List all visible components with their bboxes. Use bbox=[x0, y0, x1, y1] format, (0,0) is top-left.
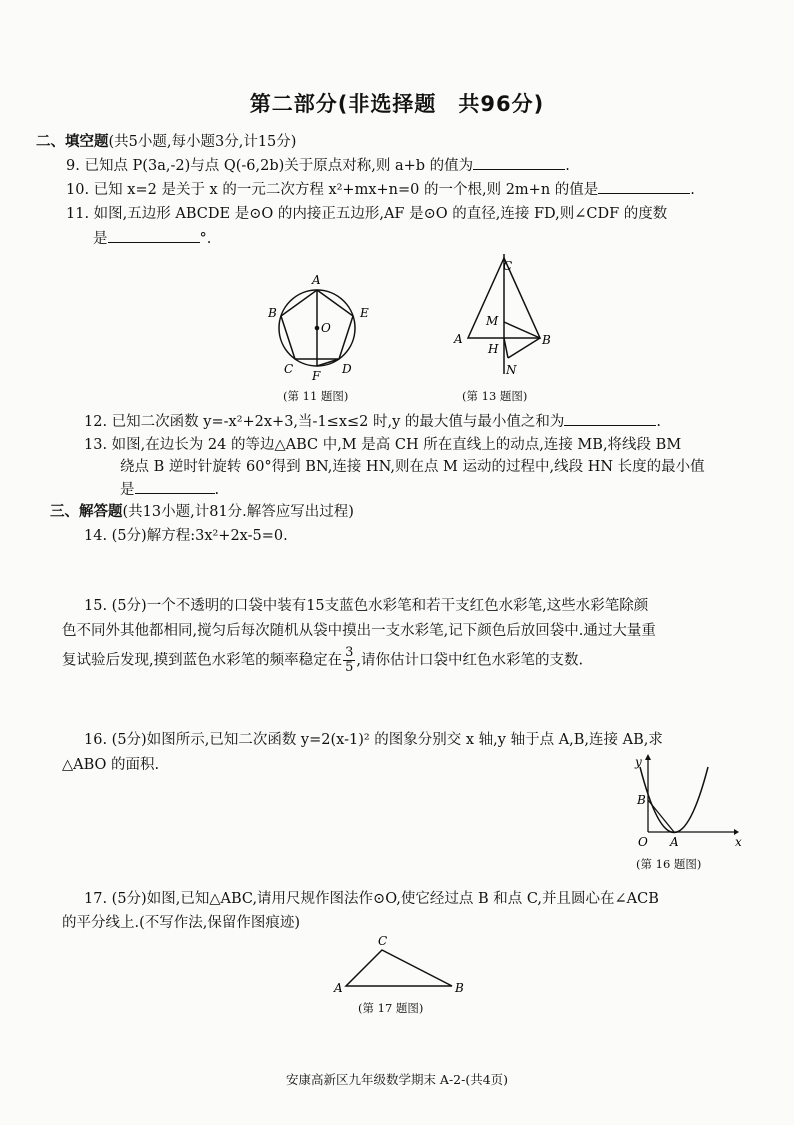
question-12-text: 12. 已知二次函数 y=-x²+2x+3,当-1≤x≤2 时,y 的最大值与最小值之和为 bbox=[84, 414, 565, 430]
figure-16 bbox=[626, 752, 741, 852]
fig11-label-C: C bbox=[284, 362, 294, 376]
question-17-line2: 的平分线上.(不写作法,保留作图痕迹) bbox=[62, 915, 301, 931]
question-13-end: . bbox=[214, 482, 220, 498]
fig11-label-F: F bbox=[312, 369, 321, 383]
question-15-line3 bbox=[62, 646, 583, 675]
question-10-end: . bbox=[690, 182, 695, 198]
section-3-header bbox=[50, 502, 354, 522]
fig16-label-A: A bbox=[670, 835, 679, 849]
fraction-denominator: 5 bbox=[345, 660, 354, 675]
section-2-note: (共5小题,每小题3分,计15分) bbox=[108, 134, 297, 150]
fig16-caption: (第 16 题图) bbox=[636, 857, 702, 871]
question-15-line2: 色不同外其他都相同,搅匀后每次随机从袋中摸出一支水彩笔,记下颜色后放回袋中.通过大量重 bbox=[62, 623, 656, 639]
question-16-line2: △ABO 的面积. bbox=[62, 757, 160, 773]
fig11-label-E: E bbox=[360, 306, 369, 320]
question-9-end: . bbox=[565, 158, 570, 174]
answer-blank-12[interactable] bbox=[564, 411, 656, 426]
fig17-triangle bbox=[346, 950, 452, 986]
question-13-line1: 13. 如图,在边长为 24 的等边△ABC 中,M 是高 CH 所在直线上的动点,连接 MB,将线段 BM bbox=[84, 437, 682, 453]
fig13-label-B: B bbox=[542, 333, 551, 347]
question-11-end: °. bbox=[199, 231, 212, 247]
answer-blank-9[interactable] bbox=[473, 155, 565, 170]
fraction-numerator: 3 bbox=[345, 645, 354, 660]
fig13-segment-BN bbox=[508, 338, 540, 358]
fig11-label-B: B bbox=[268, 306, 277, 320]
figure-11 bbox=[262, 270, 382, 398]
fig16-parabola bbox=[640, 767, 708, 833]
fig17-caption: (第 17 题图) bbox=[358, 1001, 424, 1015]
question-11-line2 bbox=[93, 228, 211, 249]
fig13-label-N: N bbox=[506, 363, 517, 377]
question-13-line3 bbox=[120, 479, 219, 500]
question-15-end: ,请你估计口袋中红色水彩笔的支数. bbox=[356, 652, 584, 669]
page-title: 第二部分(非选择题 共96分) bbox=[249, 92, 545, 116]
fig11-label-O: O bbox=[321, 321, 331, 335]
answer-blank-10[interactable] bbox=[598, 179, 690, 194]
fig11-label-D: D bbox=[342, 362, 352, 376]
fig13-label-M: M bbox=[486, 314, 499, 328]
fig17-label-C: C bbox=[378, 934, 388, 948]
answer-blank-11[interactable] bbox=[108, 228, 200, 243]
question-10 bbox=[66, 179, 695, 200]
fig13-label-H: H bbox=[488, 342, 499, 356]
fig11-caption: (第 11 题图) bbox=[283, 389, 349, 403]
fig16-label-B: B bbox=[637, 793, 646, 807]
fig13-label-C: C bbox=[503, 259, 513, 273]
section-2-header bbox=[36, 132, 296, 152]
fig11-center-dot bbox=[315, 326, 320, 331]
question-11-text: 是 bbox=[93, 231, 108, 247]
answer-blank-13[interactable] bbox=[135, 479, 215, 494]
fig16-segment-AB bbox=[648, 800, 674, 832]
question-10-text: 10. 已知 x=2 是关于 x 的一元二次方程 x²+mx+n=0 的一个根,则 2m+n 的值是 bbox=[66, 182, 599, 198]
question-15-text: 复试验后发现,摸到蓝色水彩笔的频率稳定在 bbox=[62, 652, 343, 669]
figure-17 bbox=[330, 930, 470, 996]
question-16-line1: 16. (5分)如图所示,已知二次函数 y=2(x-1)² 的图象分别交 x 轴,y 轴于点 A,B,连接 AB,求 bbox=[84, 732, 663, 748]
section-2-heading: 二、填空题 bbox=[36, 133, 109, 150]
question-12 bbox=[84, 411, 661, 432]
section-3-heading: 三、解答题 bbox=[50, 503, 123, 520]
fig16-label-O: O bbox=[638, 835, 648, 849]
fraction-3-5 bbox=[343, 646, 355, 675]
fig16-y-arrow-icon bbox=[645, 754, 651, 760]
fig11-label-A: A bbox=[312, 273, 321, 287]
question-9 bbox=[66, 155, 570, 176]
fig16-label-y: y bbox=[635, 755, 642, 769]
question-9-text: 9. 已知点 P(3a,-2)与点 Q(-6,2b)关于原点对称,则 a+b 的值为 bbox=[66, 158, 474, 174]
fig16-label-x: x bbox=[735, 835, 742, 849]
question-13-line2: 绕点 B 逆时针旋转 60°得到 BN,连接 HN,则在点 M 运动的过程中,线段 HN 长度的最小值 bbox=[120, 459, 705, 475]
fig17-label-A: A bbox=[334, 981, 343, 995]
fig13-caption: (第 13 题图) bbox=[462, 389, 528, 403]
section-3-note: (共13小题,计81分.解答应写出过程) bbox=[122, 504, 354, 520]
fig17-label-B: B bbox=[455, 981, 464, 995]
figure-13 bbox=[446, 250, 566, 384]
question-11-line1: 11. 如图,五边形 ABCDE 是⊙O 的内接正五边形,AF 是⊙O 的直径,连接 FD,则∠CDF 的度数 bbox=[66, 206, 668, 222]
fig13-label-A: A bbox=[454, 332, 463, 346]
question-12-end: . bbox=[656, 414, 661, 430]
question-17-line1: 17. (5分)如图,已知△ABC,请用尺规作图法作⊙O,使它经过点 B 和点 C,并且圆心在∠ACB bbox=[84, 891, 659, 907]
page-footer: 安康高新区九年级数学期末 A-2-(共4页) bbox=[285, 1072, 509, 1087]
question-15-line1: 15. (5分)一个不透明的口袋中装有15支蓝色水彩笔和若干支红色水彩笔,这些水彩笔除颜 bbox=[84, 598, 649, 614]
question-13-text: 是 bbox=[120, 482, 135, 498]
question-14: 14. (5分)解方程:3x²+2x-5=0. bbox=[84, 528, 288, 544]
